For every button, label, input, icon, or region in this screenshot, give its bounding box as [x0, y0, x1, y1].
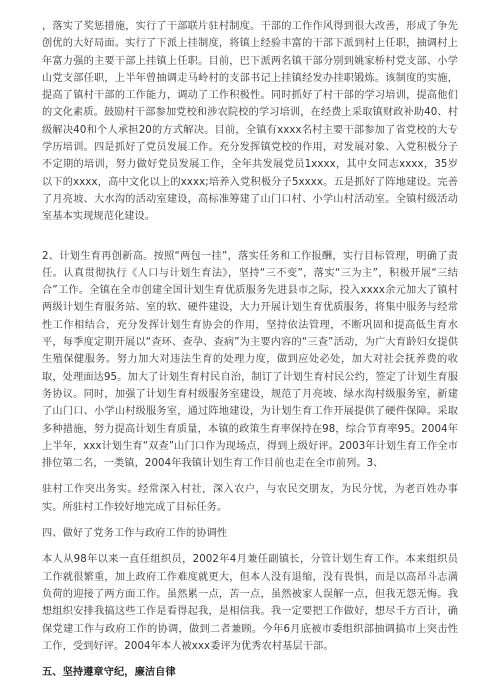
- paragraph-organization-work: ，落实了奖惩措施，实行了干部联片驻村制度。干部的工作作风得到很大改善，形成了争先创优的大好局面。实行了下派上挂制度，将镇上经验丰富的干部下派到村上任职，抽调村上年富力强的主要干部上挂镇上任职。目前，巴下派两名镇干部分别到姚家桥村党支部、小学山党支部任职，上半年曾抽调走马岭村的支部书记上挂镇经发办挂职锻炼。该制度的实施，提高了镇村干部的工作能力，调动了工作积极性。同时抓好了村干部的学习培训，提高他们的文化素质。鼓励村干部参加党校和涉农院校的学习培训，在经费上采取镇财政补助40、村级解决40和个人承担20的方式解决。目前，全镇有xxxx名村主要干部参加了省党校的大专学历培训。四是抓好了党员发展工作。充分发挥镇党校的作用，对发展对象、入党积极分子不定期的培训，努力做好党员发展工作，全年共发展党员1xxxx，其中女同志xxxx，35岁以下的xxxx，高中文化以上的xxxx;培养入党积极分子5xxxx。五是抓好了阵地建设。完善了月亮坡、大水沟的活动室建设，高标准筹建了山门口村、小学山村活动室。全镇村级活动室基本实现规范化建设。: [42, 21, 458, 223]
- paragraph-coordination: 本人从98年以来一直任组织员，2002年4月兼任副镇长，分管计划生育工作。本来组织员工作就很繁重，加上政府工作难度就更大，但本人没有退缩，没有畏惧，而是以高昂斗志满负荷的迎接了两方面工作。虽然累一点，苦一点，虽然被家人误解一点，但我无怨无悔。我想组织安排我搞这些工作是看得起我，是相信我。我一定要把工作做好，想尽千方百计，确保党建工作与政府工作的协调，做到二者兼顾。今年6月底被市委组织部抽调搞市上突击性工作，受到好评。2004年本人被xxx委评为优秀农村基层干部。: [42, 554, 458, 652]
- paragraph-village-work: 驻村工作突出务实。经常深入村社，深入农户，与农民交朋友，为民分忧，为老百姓办事实。所驻村工作较好地完成了目标任务。: [42, 484, 458, 513]
- section-heading-discipline: 五、坚持遵章守纪，廉洁自律: [42, 667, 176, 679]
- section-heading-coordination: 四、做好了党务工作与政府工作的协调性: [42, 528, 228, 540]
- paragraph-family-planning: 2、计划生育再创新高。按照“两包一挂”，落实任务和工作报酬，实行目标管理，明确了责任。认真贯彻执行《人口与计划生育法》，坚持“三不变”，落实“三为主”，积极开展“三结合”工作。全镇在全市创建全国计划生育优质服务先进县市之际，投入xxxx余元加大了镇村两级计划生育服务站、室的软、硬件建设，大力开展计划生育优质服务，将集中服务与经常性工作相结合，充分发挥计划生育协会的作用，坚持依法管理，不断巩固和提高低生育水平，每季度定期开展以“查环、查孕、查病”为主要内容的“三查”活动，为广大育龄妇女提供生殖保健服务。努力加大对违法生育的处理力度，做到应处必处，加大对社会抚养费的收取，处理面达95。加大了计划生育村民自治，制订了计划生育村民公约，签定了计划生育服务协议。同时，加强了计划生育村级服务室建设，规范了月亮坡、绿水沟村级服务室，新建了山门口、小学山村级服务室，通过阵地建设，为计划生育工作开展提供了硬件保障。采取多种措施，努力提高计划生育质量，本镇的政策生育率保持在98，综合节育率95。2004年上半年，xxx计划生育“双查”山门口作为现场点，得到上级好评。2003年计划生育工作全市排位第二名，一类镇，2004年我镇计划生育工作目前也走在全市前列。3、: [42, 250, 458, 470]
